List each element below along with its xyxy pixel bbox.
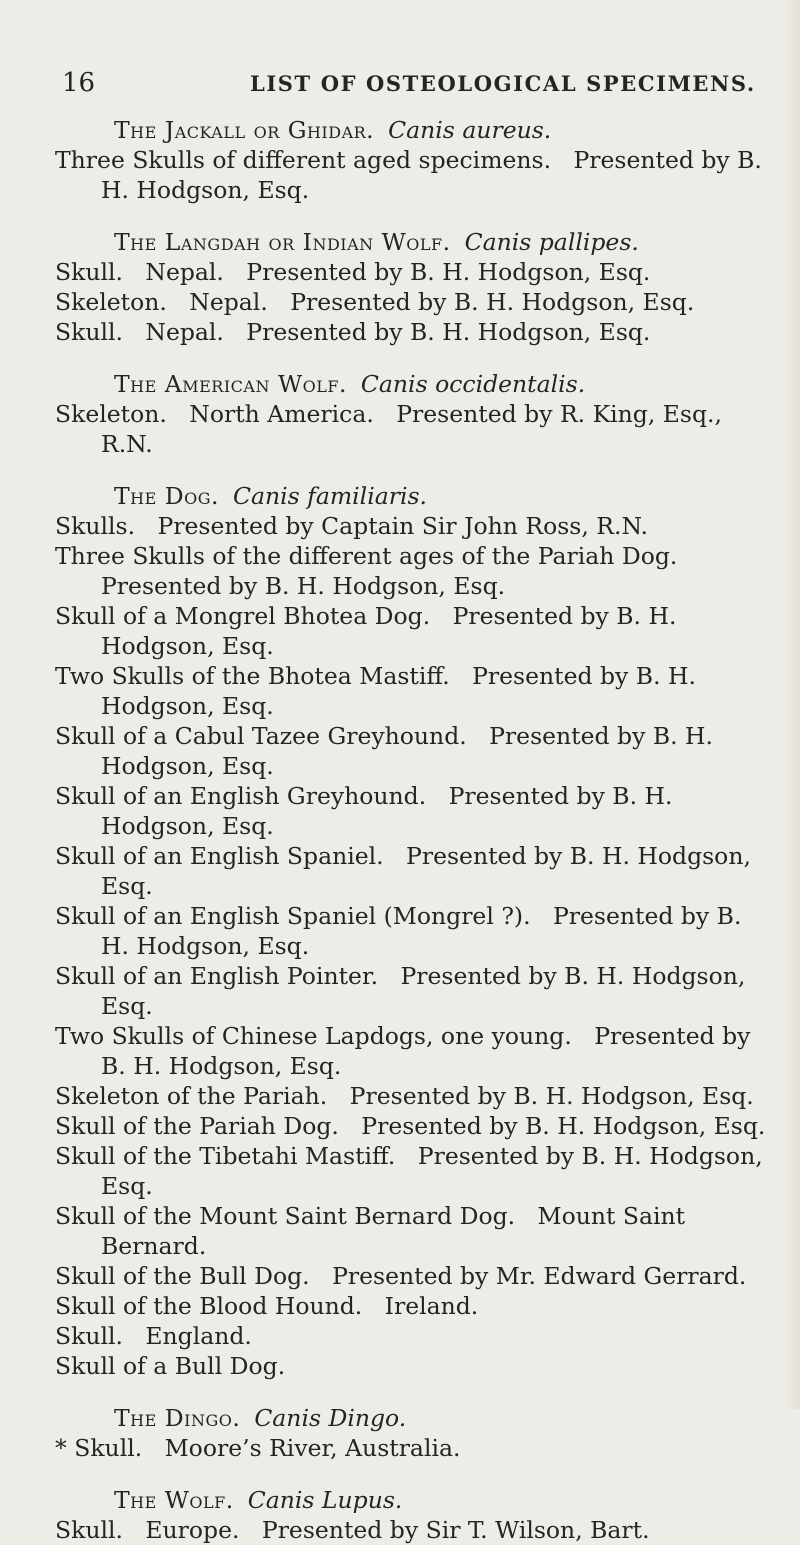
species-section <box>55 1485 770 1545</box>
specimen-entry: Skull of a Mongrel Bhotea Dog. Presented by B. H. Hodgson, Esq. <box>55 602 684 660</box>
specimen-entry: Skull of an English Spaniel. Presented by B. H. Hodgson, Esq. <box>55 842 759 900</box>
specimen-entry: Skull of the Bull Dog. Presented by Mr. Edward Gerrard. <box>55 1262 747 1290</box>
species-heading <box>114 227 770 257</box>
common-name: The American Wolf. <box>114 370 347 398</box>
running-head <box>55 68 770 98</box>
specimen-entry: Skull. England. <box>55 1322 252 1350</box>
specimen-entry: Skeleton of the Pariah. Presented by B. H. Hodgson, Esq. <box>55 1082 754 1110</box>
species-heading <box>114 481 770 511</box>
specimen-entry: Skull of a Bull Dog. <box>55 1352 286 1380</box>
running-title: LIST OF OSTEOLOGICAL SPECIMENS. <box>250 71 756 96</box>
specimen-entry: Two Skulls of the Bhotea Mastiff. Presented by B. H. Hodgson, Esq. <box>55 662 704 720</box>
specimen-entry: Skull. Nepal. Presented by B. H. Hodgson, Esq. <box>55 318 651 346</box>
specimen-entry: Skeleton. Nepal. Presented by B. H. Hodgson, Esq. <box>55 288 695 316</box>
specimen-entry: Two Skulls of Chinese Lapdogs, one young. Presented by B. H. Hodgson, Esq. <box>55 1022 758 1080</box>
specimen-entry: Three Skulls of the different ages of the Pariah Dog. Presented by B. H. Hodgson, Esq. <box>55 542 700 600</box>
latin-name: Canis occidentalis. <box>360 370 586 398</box>
page-edge <box>784 0 800 1409</box>
specimen-entry: Skull of an English Spaniel (Mongrel ?). Presented by B. H. Hodgson, Esq. <box>55 902 749 960</box>
latin-name: Canis Lupus. <box>247 1486 403 1514</box>
latin-name: Canis familiaris. <box>233 482 428 510</box>
specimen-entry: Skull. Nepal. Presented by B. H. Hodgson, Esq. <box>55 258 651 286</box>
latin-name: Canis aureus. <box>388 116 552 144</box>
species-heading <box>114 1403 770 1433</box>
specimen-list <box>55 115 770 1545</box>
specimen-entry: Skull. Europe. Presented by Sir T. Wilson, Bart. <box>55 1516 650 1544</box>
species-heading <box>114 115 770 145</box>
species-section <box>55 481 770 1381</box>
specimen-entry: * Skull. Moore’s River, Australia. <box>55 1434 461 1462</box>
specimen-entry: Skull of a Cabul Tazee Greyhound. Presented by B. H. Hodgson, Esq. <box>55 722 721 780</box>
latin-name: Canis pallipes. <box>464 228 639 256</box>
species-section <box>55 227 770 347</box>
species-section <box>55 115 770 205</box>
common-name: The Jackall or Ghidar. <box>114 116 375 144</box>
species-heading <box>114 1485 770 1515</box>
specimen-entry: Skull of the Tibetahi Mastiff. Presented by B. H. Hodgson, Esq. <box>55 1142 771 1200</box>
specimen-entry: Skull of the Pariah Dog. Presented by B. H. Hodgson, Esq. <box>55 1112 766 1140</box>
specimen-entry: Skull of an English Pointer. Presented by B. H. Hodgson, Esq. <box>55 962 753 1020</box>
specimen-entry: Skull of the Mount Saint Bernard Dog. Mount Saint Bernard. <box>55 1202 693 1260</box>
specimen-entry: Three Skulls of different aged specimens. Presented by B. H. Hodgson, Esq. <box>55 146 770 204</box>
common-name: The Langdah or Indian Wolf. <box>114 228 451 256</box>
common-name: The Dingo. <box>114 1404 241 1432</box>
specimen-entry: Skulls. Presented by Captain Sir John Ross, R.N. <box>55 512 648 540</box>
species-section <box>55 369 770 459</box>
specimen-entry: Skeleton. North America. Presented by R. King, Esq., R.N. <box>55 400 730 458</box>
common-name: The Wolf. <box>114 1486 234 1514</box>
species-section <box>55 1403 770 1463</box>
specimen-entry: Skull of the Blood Hound. Ireland. <box>55 1292 479 1320</box>
latin-name: Canis Dingo. <box>254 1404 407 1432</box>
specimen-entry: Skull of an English Greyhound. Presented by B. H. Hodgson, Esq. <box>55 782 680 840</box>
species-heading <box>114 369 770 399</box>
page-number: 16 <box>62 68 96 98</box>
common-name: The Dog. <box>114 482 219 510</box>
